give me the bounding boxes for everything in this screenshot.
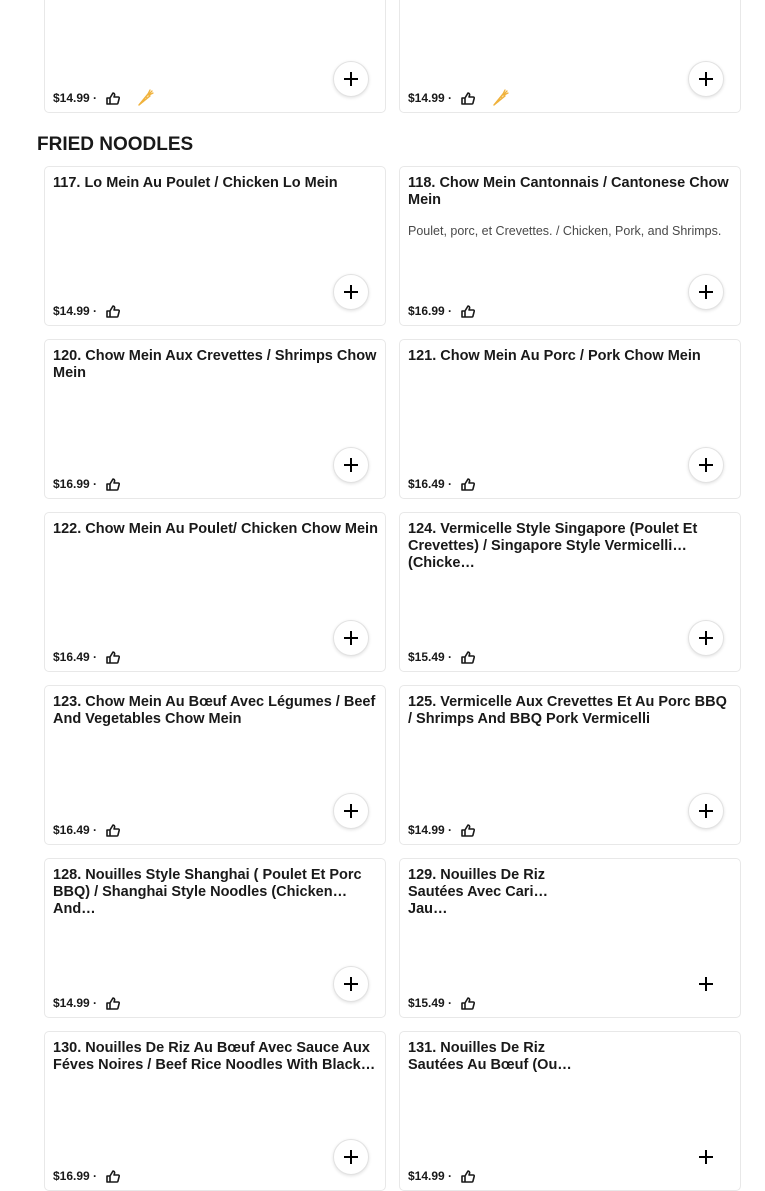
menu-item-card[interactable]	[44, 858, 386, 1018]
menu-item-card[interactable]	[44, 0, 386, 113]
plus-icon	[698, 71, 714, 87]
plus-icon	[343, 976, 359, 992]
item-meta: $14.99 ·	[53, 995, 120, 1011]
item-price: $16.99	[53, 477, 90, 491]
menu-item-card[interactable]	[399, 0, 741, 113]
carrot-icon	[136, 89, 154, 107]
item-price: $14.99	[53, 996, 90, 1010]
item-title: 131. Nouilles De Riz Sautées Au Bœuf (Ou…	[408, 1040, 572, 1073]
item-meta: $14.99 ·	[408, 822, 475, 838]
thumbs-up-icon	[106, 824, 120, 837]
section-title: FRIED NOODLES	[37, 134, 194, 155]
add-item-button[interactable]	[688, 620, 724, 656]
thumbs-up-icon	[461, 1170, 475, 1183]
item-price: $15.49	[408, 650, 445, 664]
item-title: 121. Chow Mein Au Porc / Pork Chow Mein	[408, 348, 701, 364]
add-item-button[interactable]	[688, 274, 724, 310]
item-meta: $16.99 ·	[53, 476, 120, 492]
item-title: 130. Nouilles De Riz Au Bœuf Avec Sauce Aux Féves Noires / Beef Rice Noodles With Black…	[53, 1040, 376, 1073]
plus-icon	[698, 976, 714, 992]
menu-item-card[interactable]	[44, 166, 386, 326]
menu-item-card[interactable]	[399, 858, 741, 1018]
item-meta: $14.99 ·	[408, 90, 509, 106]
item-title: 124. Vermicelle Style Singapore (Poulet Et Crevettes) / Singapore Style Vermicelli (Chicke…	[408, 521, 698, 571]
item-meta: $14.99 ·	[408, 1168, 475, 1184]
add-item-button[interactable]	[333, 1139, 369, 1175]
thumbs-up-icon	[106, 92, 120, 105]
add-item-button[interactable]	[333, 274, 369, 310]
menu-item-card[interactable]	[399, 512, 741, 672]
item-meta: $15.49 ·	[408, 649, 475, 665]
thumbs-up-icon	[461, 824, 475, 837]
add-item-button[interactable]	[688, 61, 724, 97]
item-meta: $16.49 ·	[53, 822, 120, 838]
add-item-button[interactable]	[333, 61, 369, 97]
plus-icon	[343, 457, 359, 473]
add-item-button[interactable]	[688, 447, 724, 483]
menu-item-card[interactable]	[399, 685, 741, 845]
add-item-button[interactable]	[333, 447, 369, 483]
item-title: 118. Chow Mein Cantonnais / Cantonese Chow Mein	[408, 175, 729, 208]
item-title: 129. Nouilles De Riz Sautées Avec Cari Jau…	[408, 867, 545, 917]
item-price: $16.49	[53, 823, 90, 837]
item-meta: $16.99 ·	[53, 1168, 120, 1184]
item-description: Poulet, porc, et Crevettes. / Chicken, Pork, and Shrimps.	[408, 224, 722, 238]
plus-icon	[698, 1149, 714, 1165]
plus-icon	[343, 803, 359, 819]
add-item-button[interactable]	[333, 620, 369, 656]
plus-icon	[343, 630, 359, 646]
thumbs-up-icon	[461, 997, 475, 1010]
item-meta: $15.49 ·	[408, 995, 475, 1011]
item-price: $15.49	[408, 996, 445, 1010]
item-meta: $14.99 ·	[53, 90, 154, 106]
item-price: $14.99	[408, 1169, 445, 1183]
menu-item-card[interactable]	[399, 1031, 741, 1191]
menu-item-card[interactable]	[44, 1031, 386, 1191]
item-title: 122. Chow Mein Au Poulet/ Chicken Chow Mein	[53, 521, 378, 537]
menu-item-card[interactable]	[44, 339, 386, 499]
add-item-button[interactable]	[688, 793, 724, 829]
plus-icon	[343, 284, 359, 300]
plus-icon	[698, 630, 714, 646]
thumbs-up-icon	[106, 997, 120, 1010]
thumbs-up-icon	[461, 651, 475, 664]
plus-icon	[698, 803, 714, 819]
thumbs-up-icon	[461, 92, 475, 105]
thumbs-up-icon	[461, 478, 475, 491]
thumbs-up-icon	[106, 305, 120, 318]
plus-icon	[698, 284, 714, 300]
plus-icon	[343, 1149, 359, 1165]
item-price: $16.49	[53, 650, 90, 664]
menu-item-card[interactable]	[399, 339, 741, 499]
item-meta: $14.99 ·	[53, 303, 120, 319]
item-title: 117. Lo Mein Au Poulet / Chicken Lo Mein	[53, 175, 338, 191]
add-item-button[interactable]	[333, 793, 369, 829]
item-title: 123. Chow Mein Au Bœuf Avec Légumes / Beef And Vegetables Chow Mein	[53, 694, 376, 727]
item-price: $16.49	[408, 477, 445, 491]
menu-item-card[interactable]	[399, 166, 741, 326]
menu-item-card[interactable]	[44, 512, 386, 672]
item-meta: $16.49 ·	[408, 476, 475, 492]
thumbs-up-icon	[106, 651, 120, 664]
add-item-button[interactable]	[333, 966, 369, 1002]
thumbs-up-icon	[106, 1170, 120, 1183]
item-price: $14.99	[408, 91, 445, 105]
menu-item-card[interactable]	[44, 685, 386, 845]
carrot-icon	[491, 89, 509, 107]
add-item-button[interactable]	[688, 966, 724, 1002]
item-meta: $16.99 ·	[408, 303, 475, 319]
add-item-button[interactable]	[688, 1139, 724, 1175]
item-price: $14.99	[408, 823, 445, 837]
item-title: 125. Vermicelle Aux Crevettes Et Au Porc BBQ / Shrimps And BBQ Pork Vermicelli	[408, 694, 727, 727]
item-title: 120. Chow Mein Aux Crevettes / Shrimps Chow Mein	[53, 348, 377, 381]
item-price: $16.99	[408, 304, 445, 318]
item-title: 128. Nouilles Style Shanghai ( Poulet Et Porc BBQ) / Shanghai Style Noodles (Chicken And…	[53, 867, 362, 917]
item-price: $14.99	[53, 91, 90, 105]
item-price: $14.99	[53, 304, 90, 318]
thumbs-up-icon	[106, 478, 120, 491]
thumbs-up-icon	[461, 305, 475, 318]
plus-icon	[698, 457, 714, 473]
item-meta: $16.49 ·	[53, 649, 120, 665]
plus-icon	[343, 71, 359, 87]
item-price: $16.99	[53, 1169, 90, 1183]
